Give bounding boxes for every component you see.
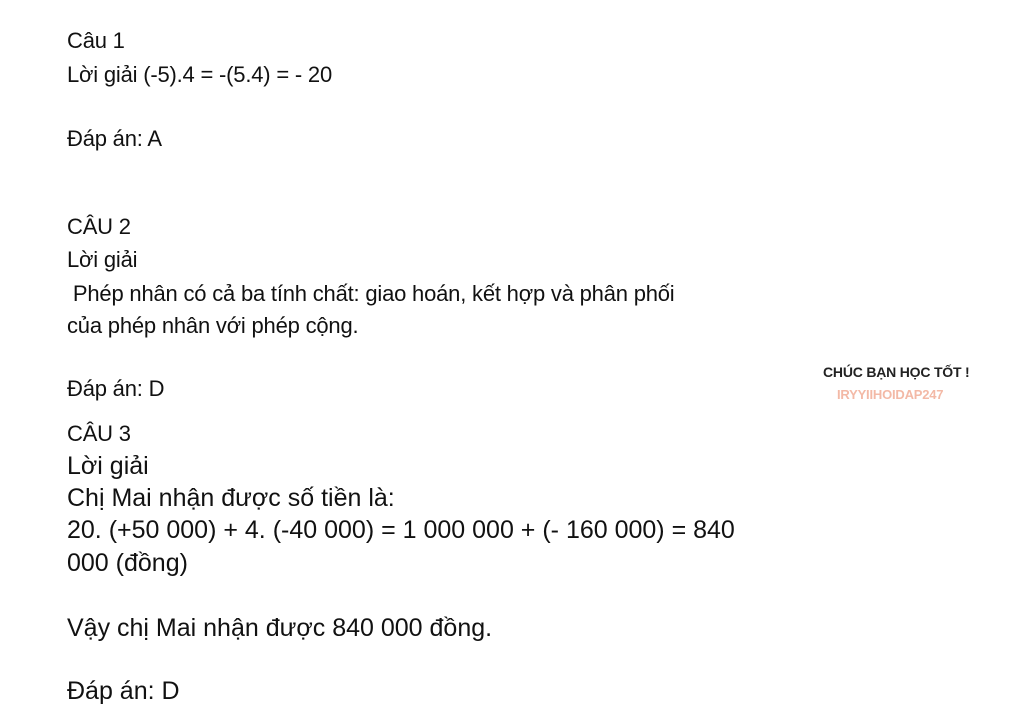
q3-answer: Đáp án: D <box>67 677 180 705</box>
q2-solution-label: Lời giải <box>67 247 138 272</box>
q2-heading: CÂU 2 <box>67 214 131 239</box>
watermark-greeting: CHÚC BẠN HỌC TỐT ! <box>823 364 970 380</box>
watermark-brand: IRYYIIHOIDAP247 <box>837 387 944 402</box>
q2-answer: Đáp án: D <box>67 376 165 401</box>
q3-calc-line2: 000 (đồng) <box>67 549 188 577</box>
q3-intro: Chị Mai nhận được số tiền là: <box>67 484 395 512</box>
q3-conclusion: Vậy chị Mai nhận được 840 000 đồng. <box>67 614 493 642</box>
q3-heading: CÂU 3 <box>67 421 131 446</box>
q1-solution: Lời giải (-5).4 = -(5.4) = - 20 <box>67 62 332 87</box>
q1-heading: Câu 1 <box>67 28 125 53</box>
q3-solution-label: Lời giải <box>67 452 149 480</box>
q2-text-line2: của phép nhân với phép cộng. <box>67 313 359 338</box>
q1-answer: Đáp án: A <box>67 126 162 151</box>
q2-text-line1: Phép nhân có cả ba tính chất: giao hoán, kết hợp và phân phối <box>67 281 675 306</box>
q3-calc-line1: 20. (+50 000) + 4. (-40 000) = 1 000 000 + (- 160 000) = 840 <box>67 516 735 544</box>
